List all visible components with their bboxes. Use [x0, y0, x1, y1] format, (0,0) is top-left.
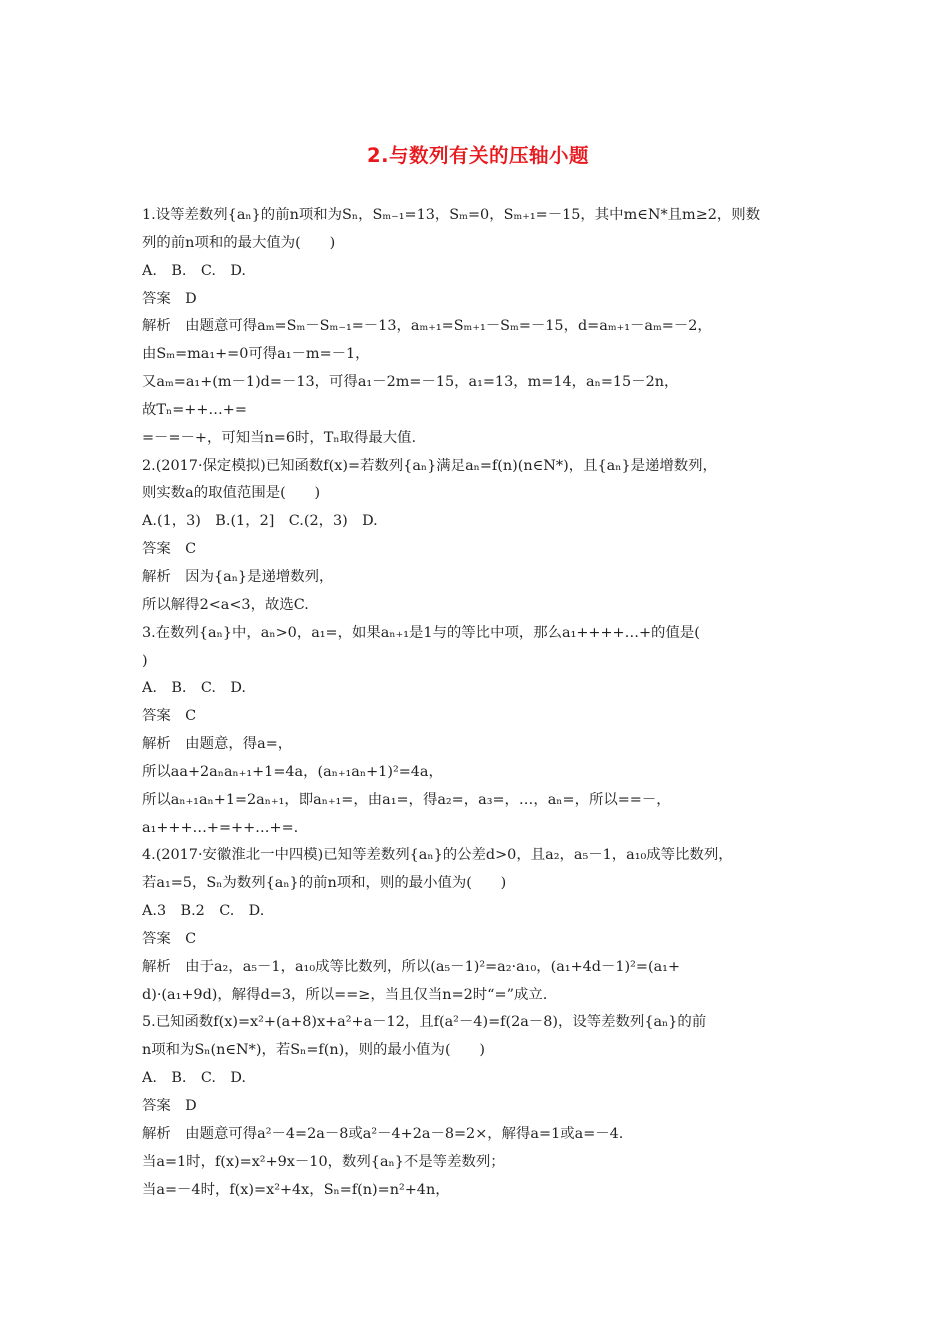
- text-line: ): [142, 652, 148, 669]
- text-line: 列的前n项和的最大值为( ): [142, 234, 336, 251]
- text-line: a₁+++…+=++…+=.: [142, 819, 299, 836]
- text-line: A. B. C. D.: [142, 680, 246, 697]
- text-line: 答案 C: [142, 930, 197, 947]
- text-line: 解析 由题意可得a²－4=2a－8或a²－4+2a－8=2×，解得a=1或a=－4.: [142, 1125, 624, 1142]
- text-line: 故Tₙ=++…+=: [142, 401, 247, 418]
- text-line: A. B. C. D.: [142, 262, 246, 279]
- document-body: [142, 202, 814, 1204]
- text-line: 2.(2017·保定模拟)已知函数f(x)=若数列{aₙ}满足aₙ=f(n)(n∈N*)，且{aₙ}是递增数列，: [142, 457, 717, 474]
- text-line: A. B. C. D.: [142, 1070, 246, 1087]
- text-line: 所以解得2<a<3，故选C.: [142, 596, 309, 613]
- text-line: 3.在数列{aₙ}中，aₙ>0，a₁=，如果aₙ₊₁是1与的等比中项，那么a₁++++…+的值是(: [142, 624, 700, 641]
- text-line: 答案 D: [142, 1098, 197, 1114]
- text-line: 所以aa+2aₙaₙ₊₁+1=4a，(aₙ₊₁aₙ+1)²=4a，: [142, 763, 443, 780]
- text-line: 若a₁=5，Sₙ为数列{aₙ}的前n项和，则的最小值为( ): [142, 875, 507, 892]
- text-line: =－=－+，可知当n=6时，Tₙ取得最大值.: [142, 429, 417, 446]
- text-line: n项和为Sₙ(n∈N*)，若Sₙ=f(n)，则的最小值为( ): [142, 1042, 485, 1059]
- text-line: 解析 由于a₂，a₅－1，a₁₀成等比数列，所以(a₅－1)²=a₂·a₁₀，(a₁+4d－1)²=(a₁+: [142, 958, 680, 975]
- text-line: 又aₘ=a₁+(m－1)d=－13，可得a₁－2m=－15，a₁=13，m=14，aₙ=15－2n，: [142, 374, 679, 391]
- text-line: 1.设等差数列{aₙ}的前n项和为Sₙ，Sₘ₋₁=13，Sₘ=0，Sₘ₊₁=－15，其中m∈N*且m≥2，则数: [142, 207, 761, 223]
- text-line: 答案 C: [142, 708, 197, 725]
- text-line: 4.(2017·安徽淮北一中四模)已知等差数列{aₙ}的公差d>0，且a₂，a₅－1，a₁₀成等比数列，: [142, 847, 733, 864]
- text-line: 解析 由题意，得a=，: [142, 736, 293, 753]
- text-line: 答案 C: [142, 541, 197, 558]
- document-title: 2.与数列有关的压轴小题: [367, 144, 589, 167]
- text-line: d)·(a₁+9d)，解得d=3，所以==≥，当且仅当n=2时“=”成立.: [142, 986, 548, 1003]
- text-line: 5.已知函数f(x)=x²+(a+8)x+a²+a－12，且f(a²－4)=f(2a－8)，设等差数列{aₙ}的前: [142, 1014, 707, 1031]
- text-line: A.3 B.2 C. D.: [142, 903, 265, 920]
- text-line: 则实数a的取值范围是( ): [142, 485, 321, 502]
- text-line: 所以aₙ₊₁aₙ+1=2aₙ₊₁，即aₙ₊₁=，由a₁=，得a₂=，a₃=，…，aₙ=，所以==－，: [142, 791, 671, 808]
- text-line: 解析 因为{aₙ}是递增数列，: [142, 568, 334, 585]
- text-line: 答案 D: [142, 290, 197, 307]
- text-line: A.(1，3) B.(1，2] C.(2，3) D.: [142, 513, 378, 530]
- text-line: 由Sₘ=ma₁+=0可得a₁－m=－1，: [142, 346, 370, 363]
- text-line: 当a=1时，f(x)=x²+9x－10，数列{aₙ}不是等差数列；: [142, 1153, 505, 1170]
- text-line: 解析 由题意可得aₘ=Sₘ－Sₘ₋₁=－13，aₘ₊₁=Sₘ₊₁－Sₘ=－15，d=aₘ₊₁－aₘ=－2，: [142, 318, 712, 335]
- text-line: 当a=－4时，f(x)=x²+4x，Sₙ=f(n)=n²+4n，: [142, 1181, 450, 1198]
